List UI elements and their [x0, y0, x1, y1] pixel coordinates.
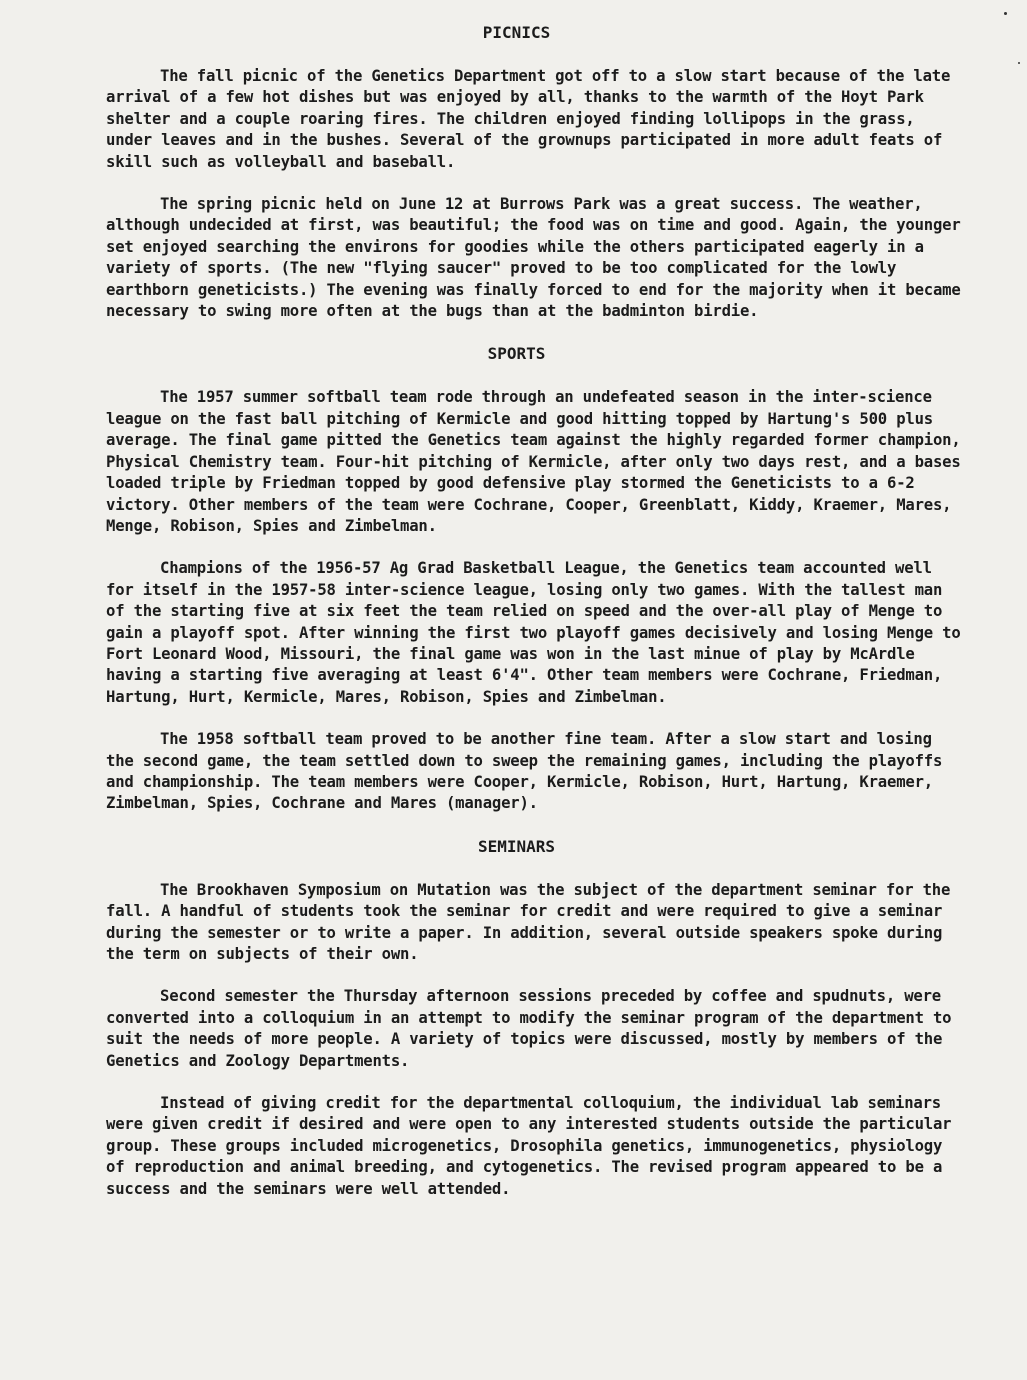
section-heading-picnics: PICNICS [482, 23, 551, 42]
paragraph: Champions of the 1956-57 Ag Grad Basketball League, the Genetics team accounted well for itself in the 1957-58 inter-science league, losing only two games. With the tallest man of the starting five at six feet the team relied on speed and the over-all play of Menge to gain a playoff spot. After winning the first two playoff games decisively and losing Menge to Fort Leonard Wood, Missouri, the final game was won in the last minue of play by McArdle having a starting five averaging at least 6'4". Other team members were Cochrane, Friedman, Hartung, Hurt, Kermicle, Mares, Robison, Spies and Zimbelman. [106, 559, 961, 706]
paragraph: The 1957 summer softball team rode through an undefeated season in the inter-science league on the fast ball pitching of Kermicle and good hitting topped by Hartung's 500 plus average. The final game pitted the Genetics team against the highly regarded former champion, Physical Chemistry team. Four-hit pitching of Kermicle, after only two days rest, and a bases loaded triple by Friedman topped by good defensive play stormed the Geneticists to a 6-2 victory. Other members of the team were Cochrane, Cooper, Greenblatt, Kiddy, Kraemer, Mares, Menge, Robison, Spies and Zimbelman. [106, 388, 961, 535]
paragraph: Second semester the Thursday afternoon sessions preceded by coffee and spudnuts, were converted into a colloquium in an attempt to modify the seminar program of the department to suit the needs of more people. A variety of topics were discussed, mostly by members of the Genetics and Zoology Departments. [106, 987, 952, 1070]
section-heading-seminars: SEMINARS [477, 836, 556, 856]
section-sports [106, 343, 967, 814]
section-seminars [106, 836, 967, 1200]
paper-speck [1004, 12, 1007, 15]
paragraph: The Brookhaven Symposium on Mutation was the subject of the department seminar for the fall. A handful of students took the seminar for credit and were required to give a seminar during the semester or to write a paper. In addition, several outside speakers spoke during the term on subjects of their own. [106, 880, 951, 963]
paragraph: The 1958 softball team proved to be another fine team. After a slow start and losing the second game, the team settled down to sweep the remaining games, including the playoffs and championship. The team members were Cooper, Kermicle, Robison, Hurt, Hartung, Kraemer, Zimbelman, Spies, Cochrane and Mares (manager). [106, 730, 943, 813]
section-picnics [106, 22, 967, 322]
paragraph: The spring picnic held on June 12 at Burrows Park was a great success. The weather, although undecided at first, was beautiful; the food was on time and good. Again, the younger set enjoyed searching the environs for goodies while the others participated eagerly in a variety of sports. (The new "flying saucer" proved to be too complicated for the lowly earthborn geneticists.) The evening was finally forced to end for the majority when it became necessary to swing more often at the bugs than at the badminton birdie. [106, 195, 961, 321]
paragraph: Instead of giving credit for the departmental colloquium, the individual lab seminars were given credit if desired and were open to any interested students outside the particular group. These groups included microgenetics, Drosophila genetics, immunogenetics, physiology of reproduction and animal breeding, and cytogenetics. The revised program appeared to be a success and the seminars were well attended. [106, 1094, 952, 1198]
section-heading-sports: SPORTS [487, 344, 546, 364]
paragraph: The fall picnic of the Genetics Department got off to a slow start because of the late arrival of a few hot dishes but was enjoyed by all, thanks to the warmth of the Hoyt Park shelter and a couple roaring fires. The children enjoyed finding lollipops in the grass, under leaves and in the bushes. Several of the grownups participated in more adult feats of skill such as volleyball and baseball. [106, 67, 951, 171]
paper-speck [1018, 62, 1020, 64]
